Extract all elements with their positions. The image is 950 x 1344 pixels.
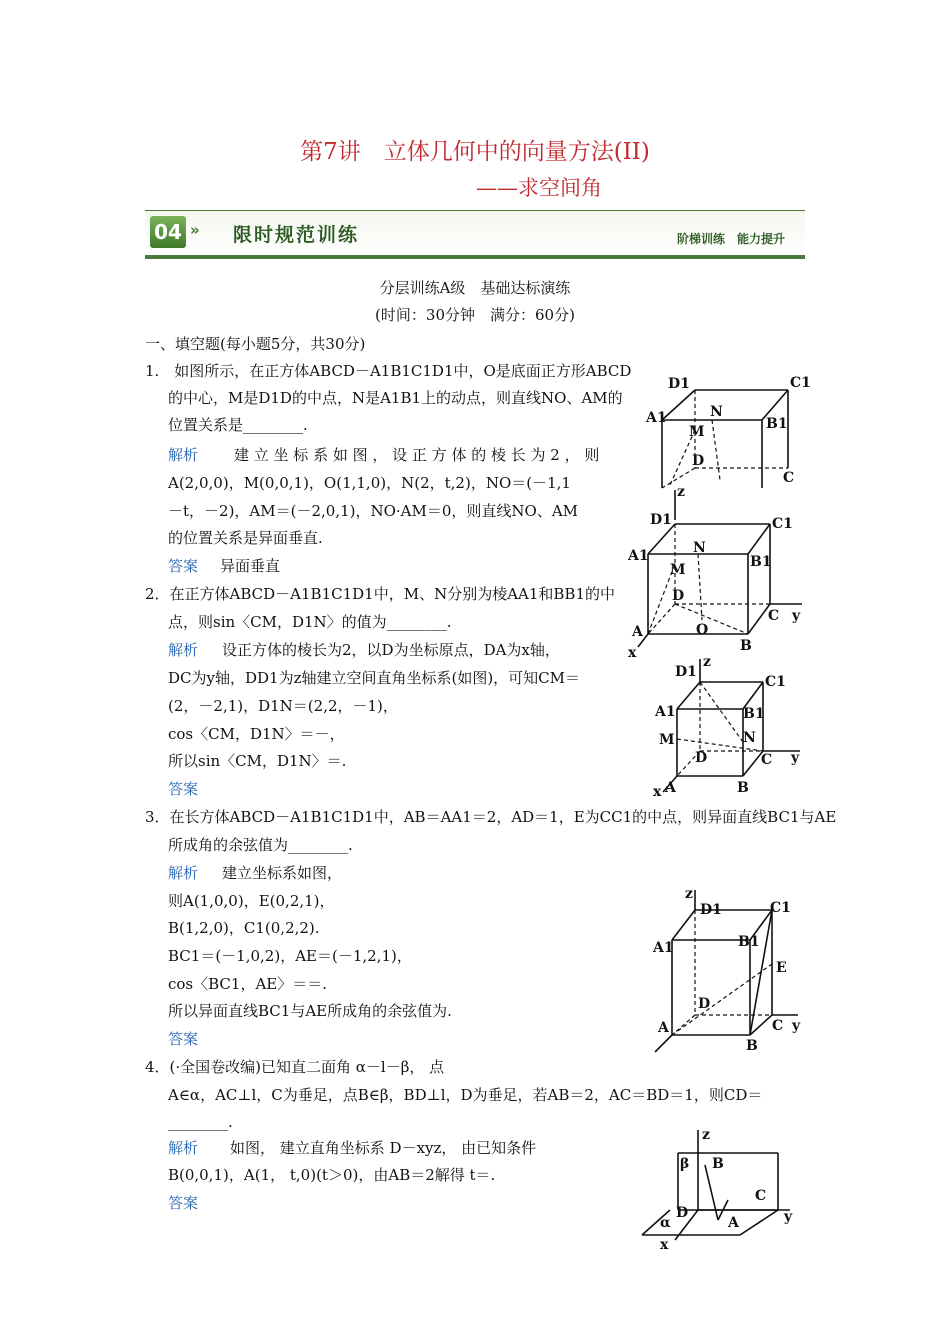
analysis-label: 解析: [168, 446, 199, 464]
q2-analysis-line: 设正方体的棱长为2，以D为坐标原点，DA为x轴，: [222, 641, 560, 659]
figure-label: C1: [770, 900, 791, 916]
figure-cube-2: [620, 482, 820, 662]
figure-label: C1: [772, 516, 793, 532]
figure-label: M: [670, 562, 686, 578]
q1-line: 位置关系是________.: [168, 416, 308, 434]
q4-line: A∈α，AC⊥l，C为垂足，点B∈β，BD⊥l，D为垂足，若AB＝2，AC＝BD＝1，则CD＝: [168, 1086, 763, 1104]
q2-analysis-line: DC为y轴，DD1为z轴建立空间直角坐标系(如图)，可知CM＝: [168, 669, 581, 687]
analysis-label: 解析: [168, 641, 199, 659]
q3-analysis-line: 建立坐标系如图，: [222, 864, 343, 882]
figure-label: A1: [655, 704, 676, 720]
figure-label: z: [702, 1127, 710, 1143]
figure-label: x: [628, 645, 637, 661]
q2-analysis-line: cos〈CM，D1N〉＝－，: [168, 725, 345, 743]
figure-label: α: [660, 1215, 671, 1231]
figure-label: D: [676, 1205, 689, 1221]
figure-cube-3: [645, 654, 825, 799]
page-subtitle: ——求空间角: [476, 176, 602, 200]
figure-label: D1: [668, 376, 690, 392]
figure-label: D1: [675, 664, 697, 680]
figure-label: C: [761, 752, 773, 768]
figure-label: y: [792, 1018, 801, 1034]
part-heading: 一、填空题(每小题5分，共30分): [145, 335, 366, 353]
q2-analysis-line: (2，－2,1)，D1N＝(2,2，－1)，: [168, 697, 398, 715]
chevron-right-icon: »: [190, 221, 200, 239]
figure-label: A: [658, 1020, 669, 1036]
figure-label: A1: [653, 940, 674, 956]
page-title: 第7讲 立体几何中的向量方法(II): [300, 139, 650, 165]
q2-line: 点，则sin〈CM，D1N〉的值为________.: [168, 613, 452, 631]
answer-label: 答案: [168, 1030, 199, 1048]
q2-analysis-line: 所以sin〈CM，D1N〉＝.: [168, 752, 347, 770]
figure-label: N: [693, 540, 706, 556]
figure-label: C: [772, 1018, 784, 1034]
q1-analysis-line: －t，－2)，AM＝(－2,0,1)，NO·AM＝0，则直线NO、AM: [168, 502, 579, 520]
figure-label: y: [792, 608, 801, 624]
analysis-label: 解析: [168, 864, 199, 882]
answer-label: 答案: [168, 557, 199, 575]
figure-label: z: [685, 886, 693, 902]
figure-label: B: [746, 1038, 758, 1054]
figure-box-4: [650, 880, 825, 1065]
figure-label: N: [710, 404, 723, 420]
q2-line: 2．在正方体ABCD－A1B1C1D1中，M、N分别为棱AA1和BB1的中: [145, 585, 615, 603]
figure-label: D1: [700, 902, 722, 918]
figure-label: z: [703, 654, 711, 670]
figure-label: D: [698, 996, 711, 1012]
banner-title: 限时规范训练: [233, 224, 360, 246]
figure-label: B1: [766, 416, 788, 432]
figure-label: B: [712, 1156, 724, 1172]
q1-line: 的中心，M是D1D的中点，N是A1B1上的动点，则直线NO、AM的: [168, 389, 623, 407]
figure-label: A: [665, 780, 676, 796]
figure-label: x: [660, 1237, 669, 1253]
figure-label: C: [768, 608, 780, 624]
figure-cube-1: [640, 370, 810, 490]
q4-analysis-line: B(0,0,1)，A(1， t,0)(t＞0)，由AB＝2解得 t＝.: [168, 1166, 496, 1184]
figure-label: C: [755, 1188, 767, 1204]
figure-label: y: [784, 1209, 793, 1225]
figure-label: B: [737, 780, 749, 796]
figure-label: C1: [765, 674, 786, 690]
banner-tagline: 阶梯训练 能力提升: [676, 232, 785, 246]
q3-analysis-line: BC1＝(－1,0,2)，AE＝(－1,2,1)，: [168, 947, 412, 965]
figure-label: D1: [650, 512, 672, 528]
figure-label: E: [776, 960, 787, 976]
q3-analysis-line: 所以异面直线BC1与AE所成角的余弦值为.: [168, 1002, 452, 1020]
figure-label: D: [672, 588, 685, 604]
q1-analysis-line: 建 立 坐 标 系 如 图 ， 设 正 方 体 的 棱 长 为 2 ， 则: [234, 446, 600, 464]
banner-badge: 04: [150, 216, 186, 248]
figure-label: O: [696, 622, 709, 638]
figure-label: N: [743, 730, 756, 746]
figure-label: B1: [750, 554, 772, 570]
analysis-label: 解析: [168, 1139, 199, 1157]
q3-analysis-line: cos〈BC1，AE〉＝＝.: [168, 975, 328, 993]
q3-line: 3．在长方体ABCD－A1B1C1D1中，AB＝AA1＝2，AD＝1，E为CC1的中点，则异面直线BC1与AE: [145, 808, 837, 826]
figure-label: C: [783, 470, 795, 486]
q1-analysis-line: A(2,0,0)，M(0,0,1)，O(1,1,0)，N(2，t,2)，NO＝(－1,1: [168, 474, 571, 492]
figure-label: D: [695, 750, 708, 766]
figure-label: A: [728, 1215, 739, 1231]
figure-label: A1: [646, 410, 667, 426]
figure-label: D: [692, 453, 705, 469]
figure-label: β: [680, 1156, 690, 1172]
section-title: 分层训练A级 基础达标演练: [379, 279, 571, 297]
figure-label: B1: [743, 706, 765, 722]
figure-label: A1: [628, 548, 649, 564]
figure-label: x: [653, 784, 662, 800]
q4-line: ________.: [168, 1113, 233, 1131]
q1-line: 1. 如图所示，在正方体ABCD－A1B1C1D1中，O是底面正方形ABCD: [145, 362, 632, 380]
figure-label: A: [632, 624, 643, 640]
figure-label: B: [740, 638, 752, 654]
q1-answer: 异面垂直: [220, 557, 281, 575]
q1-analysis-line: 的位置关系是异面垂直.: [168, 529, 323, 547]
section-time: (时间：30分钟 满分：60分): [375, 306, 575, 324]
figure-label: C1: [790, 375, 811, 391]
q3-analysis-line: B(1,2,0)，C1(0,2,2).: [168, 919, 320, 937]
q3-analysis-line: 则A(1,0,0)，E(0,2,1)，: [168, 892, 335, 910]
answer-label: 答案: [168, 1194, 199, 1212]
q4-line: 4．(·全国卷改编)已知直二面角 α－l－β， 点: [145, 1058, 445, 1076]
figure-label: z: [677, 484, 685, 500]
figure-dihedral-5: [640, 1125, 820, 1255]
q3-line: 所成角的余弦值为________.: [168, 836, 353, 854]
figure-label: M: [689, 424, 705, 440]
answer-label: 答案: [168, 780, 199, 798]
section-banner: [145, 210, 805, 259]
q4-analysis-line: 如图， 建立直角坐标系 D－xyz， 由已知条件: [230, 1139, 537, 1157]
figure-label: B1: [738, 934, 760, 950]
figure-label: M: [659, 732, 675, 748]
figure-label: y: [791, 750, 800, 766]
